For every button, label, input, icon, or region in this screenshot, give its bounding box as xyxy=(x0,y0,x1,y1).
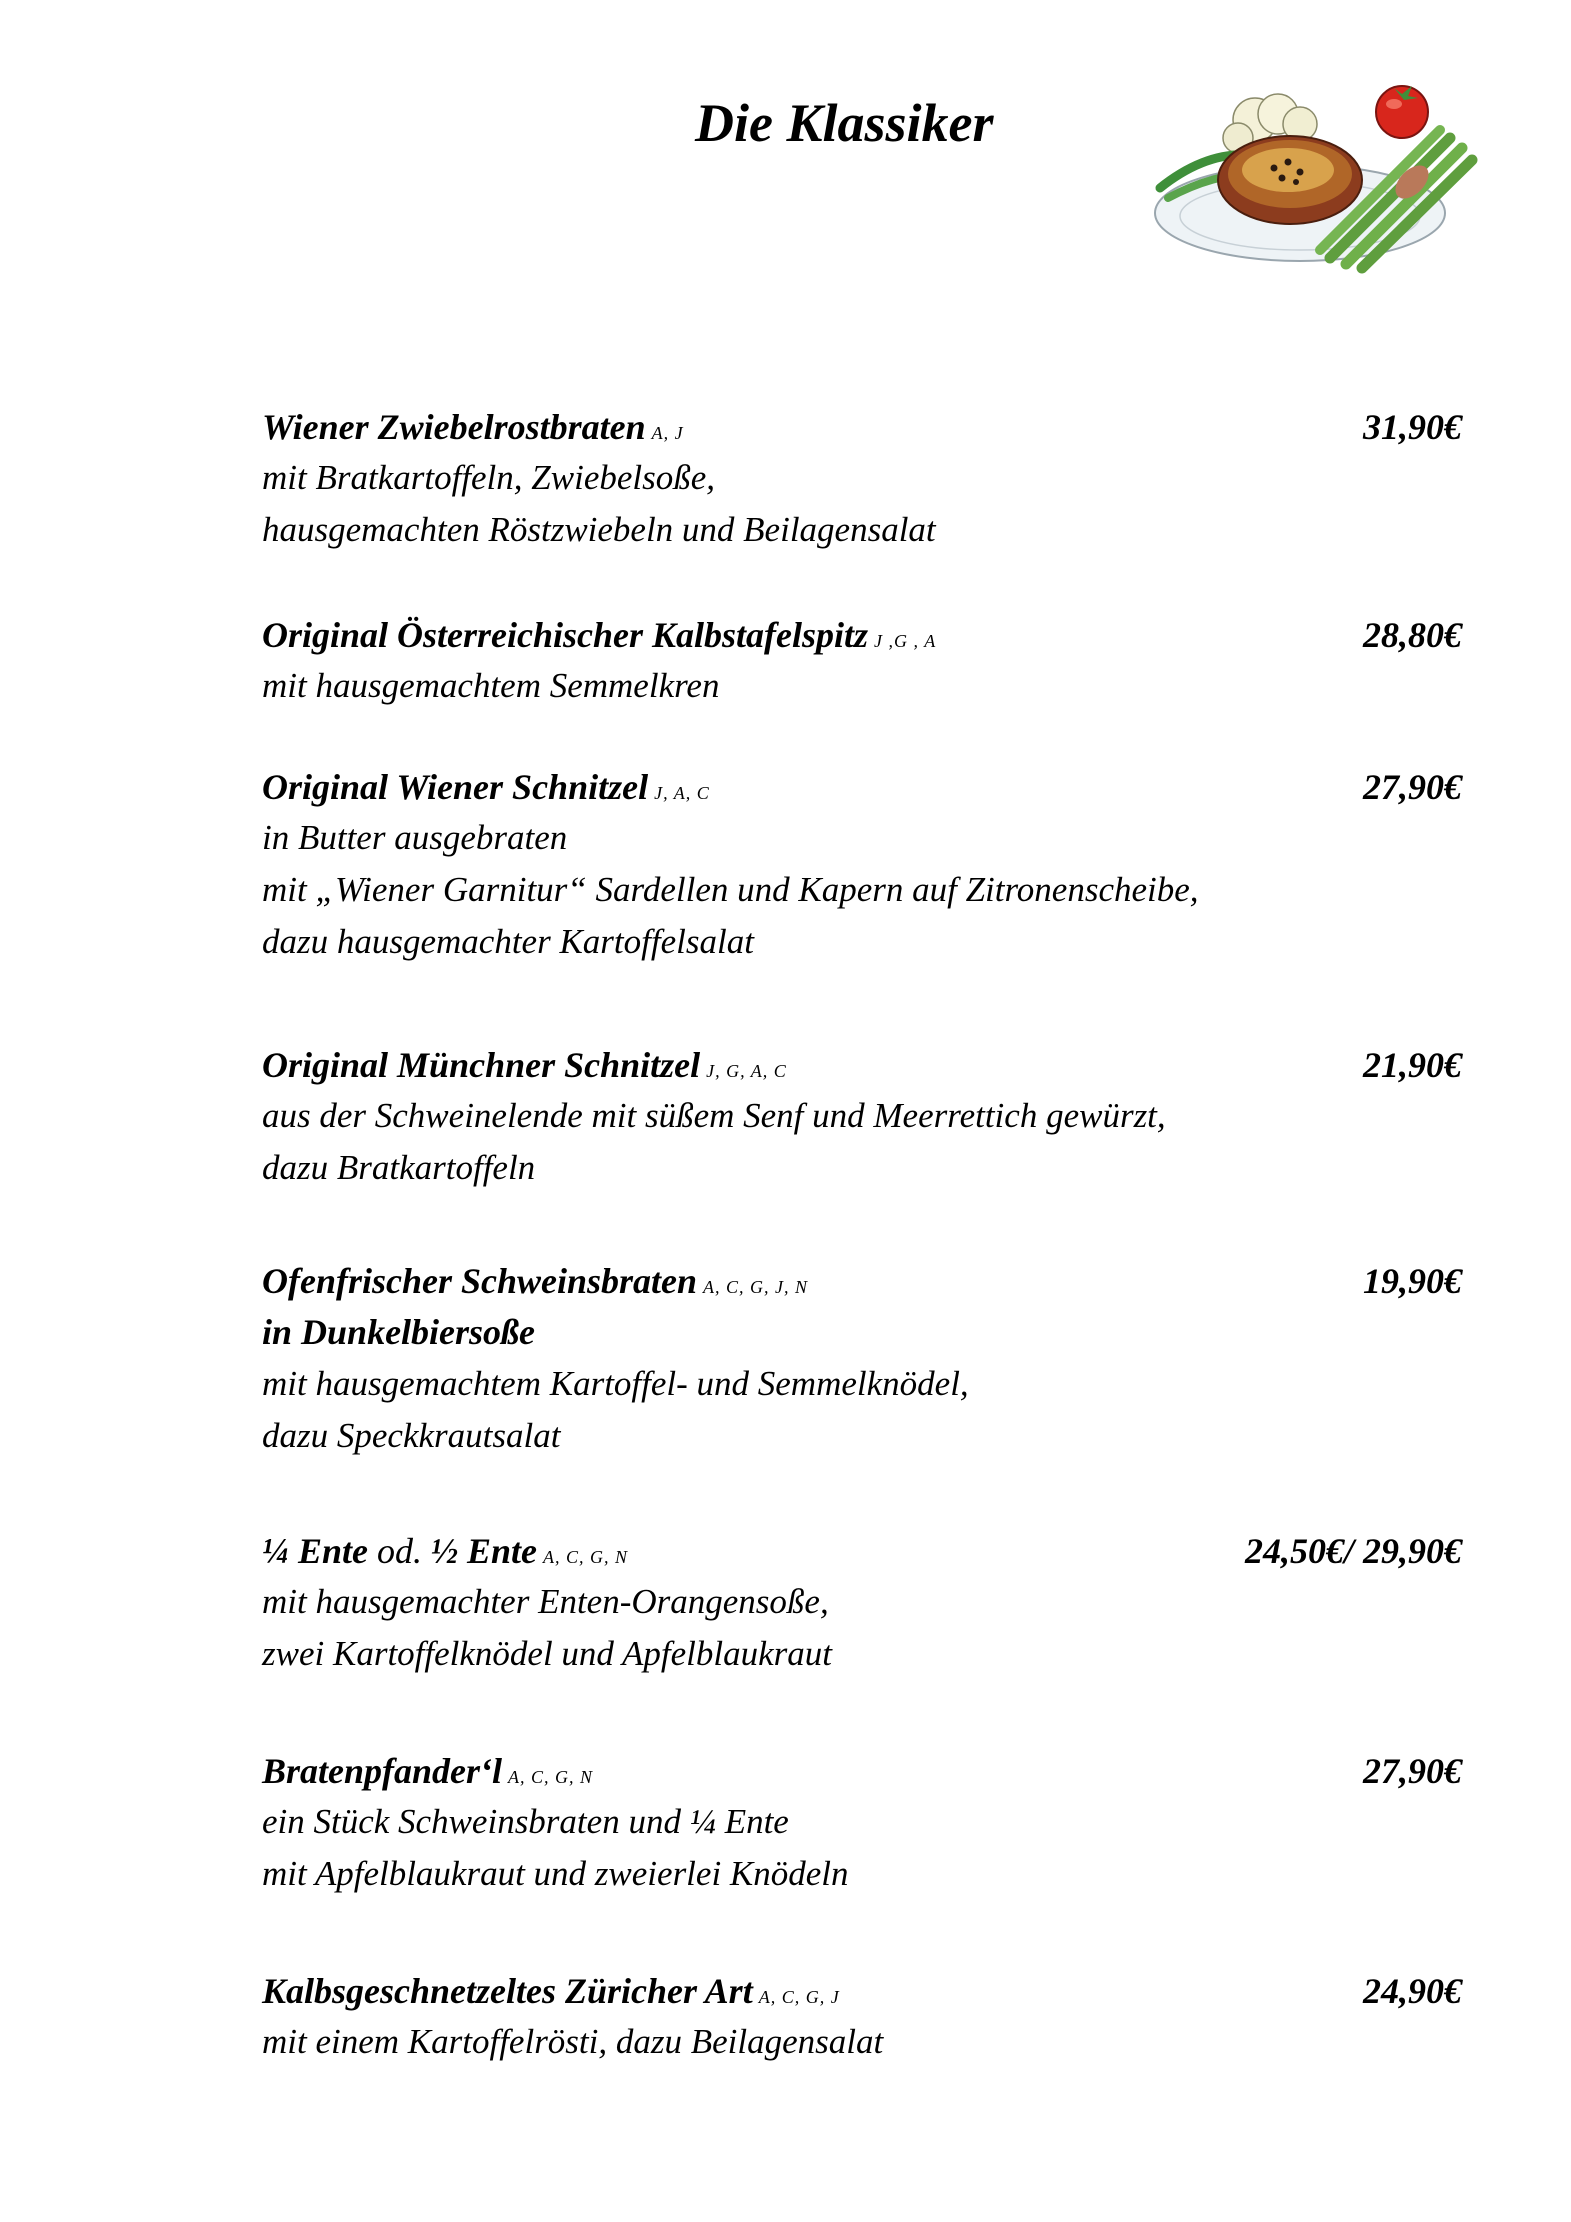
item-price: 21,90€ xyxy=(1363,1045,1462,1085)
item-description: hausgemachten Röstzwiebeln und Beilagensalat xyxy=(262,510,936,549)
item-price: 19,90€ xyxy=(1363,1261,1462,1301)
item-price: 31,90€ xyxy=(1363,407,1462,447)
item-name: Kalbsgeschnetzeltes Züricher Art A, C, G, J xyxy=(262,1971,840,2011)
allergens-label: J ,G , A xyxy=(874,631,937,651)
menu-item xyxy=(262,610,1462,712)
steak-plate-illustration xyxy=(1150,78,1480,278)
item-description: mit hausgemachtem Semmelkren xyxy=(262,666,720,705)
item-price: 28,80€ xyxy=(1363,615,1462,655)
item-description: dazu hausgemachter Kartoffelsalat xyxy=(262,922,754,961)
item-name: Ofenfrischer Schweinsbraten A, C, G, J, N xyxy=(262,1261,809,1301)
item-description: aus der Schweinelende mit süßem Senf und Meerrettich gewürzt, xyxy=(262,1096,1166,1135)
allergens-label: J, A, C xyxy=(654,783,710,803)
allergens-label: A, C, G, J xyxy=(758,1987,840,2007)
allergens-label: A, C, G, J, N xyxy=(703,1277,809,1297)
item-subtitle: in Dunkelbiersoße xyxy=(262,1312,536,1352)
page-title: Die Klassiker xyxy=(695,93,994,153)
item-name: Bratenpfander‘l A, C, G, N xyxy=(262,1751,594,1791)
item-description: mit Apfelblaukraut und zweierlei Knödeln xyxy=(262,1854,849,1893)
item-name: Original Münchner Schnitzel J, G, A, C xyxy=(262,1045,787,1085)
item-description: zwei Kartoffelknödel und Apfelblaukraut xyxy=(262,1634,832,1673)
item-price: 27,90€ xyxy=(1363,1751,1462,1791)
item-description: mit hausgemachter Enten-Orangensoße, xyxy=(262,1582,829,1621)
menu-item xyxy=(262,1040,1462,1194)
item-description: in Butter ausgebraten xyxy=(262,818,568,857)
tomato-shape xyxy=(1376,86,1428,138)
menu-item xyxy=(262,1746,1462,1900)
item-description: mit „Wiener Garnitur“ Sardellen und Kapern auf Zitronenscheibe, xyxy=(262,870,1199,909)
menu-item xyxy=(262,1256,1462,1462)
item-price: 27,90€ xyxy=(1363,767,1462,807)
item-name: Original Österreichischer Kalbstafelspitz J ,G , A xyxy=(262,615,937,655)
item-price: 24,90€ xyxy=(1363,1971,1462,2011)
item-name: ¼ Ente od. ½ Ente A, C, G, N xyxy=(262,1531,629,1571)
item-price: 24,50€/ 29,90€ xyxy=(1244,1531,1462,1571)
allergens-label: J, G, A, C xyxy=(706,1061,787,1081)
item-name: Original Wiener Schnitzel J, A, C xyxy=(262,767,710,807)
item-description: dazu Speckkrautsalat xyxy=(262,1416,561,1455)
allergens-label: A, J xyxy=(651,423,684,443)
item-description: mit einem Kartoffelrösti, dazu Beilagensalat xyxy=(262,2022,884,2061)
item-description: dazu Bratkartoffeln xyxy=(262,1148,536,1187)
item-description: mit hausgemachtem Kartoffel- und Semmelknödel, xyxy=(262,1364,969,1403)
menu-item xyxy=(262,1526,1462,1680)
item-description: ein Stück Schweinsbraten und ¼ Ente xyxy=(262,1802,789,1841)
menu-item xyxy=(262,402,1462,556)
item-name: Wiener Zwiebelrostbraten A, J xyxy=(262,407,684,447)
item-description: mit Bratkartoffeln, Zwiebelsoße, xyxy=(262,458,716,497)
menu-item xyxy=(262,762,1462,968)
allergens-label: A, C, G, N xyxy=(508,1767,594,1787)
allergens-label: A, C, G, N xyxy=(543,1547,629,1567)
menu-item xyxy=(262,1966,1462,2068)
